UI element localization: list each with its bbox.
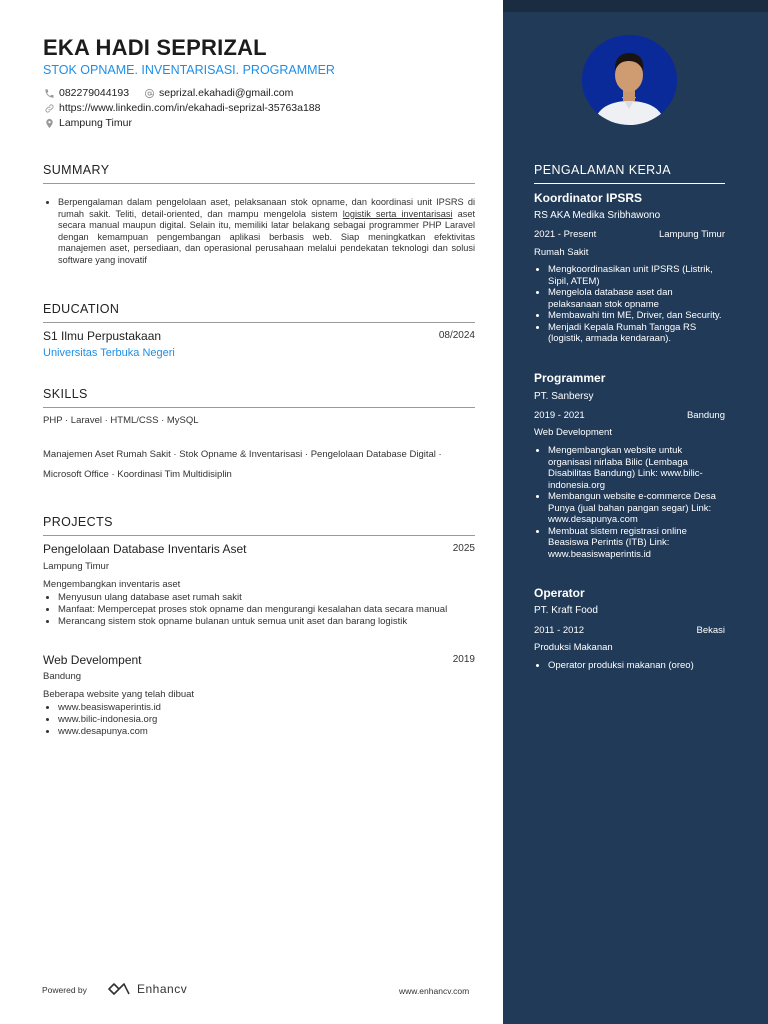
job-company: RS AKA Medika Sribhawono <box>534 210 661 221</box>
job-bullet: • Membawahi tim ME, Driver, dan Security. <box>548 310 724 322</box>
sidebar-top-bar <box>503 0 768 12</box>
project-bullets <box>43 702 475 738</box>
project-title: Pengelolaan Database Inventaris Aset <box>43 542 247 556</box>
education-school: Universitas Terbuka Negeri <box>43 347 175 359</box>
enhancv-brand: Enhancv <box>137 982 188 996</box>
job-bullet: • Menjadi Kepala Rumah Tangga RS (logistik, armada kendaraan). <box>548 322 724 345</box>
skills-divider <box>43 407 475 408</box>
job-company: PT. Sanbersy <box>534 391 594 402</box>
job-bullets <box>534 264 724 345</box>
skills-domain: Manajemen Aset Rumah Sakit · Stok Opname & Inventarisasi · Pengelolaan Database Digital · <box>43 449 442 460</box>
job-dates: 2021 - Present <box>534 229 597 240</box>
experience-divider <box>534 183 725 184</box>
phone-contact <box>43 87 129 99</box>
job-bullets <box>534 660 724 672</box>
project-bullets <box>43 592 475 628</box>
project-description: Beberapa website yang telah dibuat <box>43 689 195 700</box>
experience-heading: PENGALAMAN KERJA <box>534 163 671 177</box>
job-company: PT. Kraft Food <box>534 605 598 616</box>
location-text: Lampung Timur <box>59 117 132 129</box>
project-description: Mengembangkan inventaris aset <box>43 579 181 590</box>
education-divider <box>43 322 475 323</box>
location-icon <box>43 117 55 129</box>
email-contact <box>143 87 293 99</box>
summary-underlined-text: logistik serta inventarisasi <box>342 208 453 219</box>
project-bullet: • www.bilic-indonesia.org <box>58 714 475 726</box>
project-title: Web Develompent <box>43 653 142 667</box>
job-dates: 2011 - 2012 <box>534 625 585 636</box>
project-bullet: • Merancang sistem stok opname bulanan untuk semua unit aset dan barang logistik <box>58 616 475 628</box>
job-description: Produksi Makanan <box>534 642 613 653</box>
summary-heading: SUMMARY <box>43 163 110 177</box>
job-role: Koordinator IPSRS <box>534 191 643 205</box>
phone-number[interactable]: 082279044193 <box>59 87 130 99</box>
skills-other: Microsoft Office · Koordinasi Tim Multidisiplin <box>43 469 232 480</box>
summary-body <box>43 197 475 266</box>
summary-item: • Berpengalaman dalam pengelolaan aset, pelaksanaan stok opname, dan koordinasi unit IPSRS di rumah sakit. Teliti, detail-oriented, dan mampu mengelola sistem logistik serta inventarisasi aset secara manual maupun digital. Selain itu, memiliki latar belakang sebagai programmer PHP Laravel dengan kemampuan pengembangan aplikasi berbasis web. Siap meningkatkan efektivitas manajemen aset, persediaan, dan operasional perusahaan melalui pendekatan teknologi dan solusi software yang inovatif <box>58 197 475 266</box>
job-dates: 2019 - 2021 <box>534 410 585 421</box>
project-year: 2025 <box>452 543 475 554</box>
candidate-headline: STOK OPNAME. INVENTARISASI. PROGRAMMER <box>43 63 335 77</box>
footer-powered-by: Powered by <box>42 985 87 995</box>
profile-photo <box>582 35 677 125</box>
skills-tech: PHP · Laravel · HTML/CSS · MySQL <box>43 415 199 426</box>
education-date: 08/2024 <box>438 330 475 341</box>
education-heading: EDUCATION <box>43 302 120 316</box>
footer-url[interactable]: www.enhancv.com <box>399 986 470 996</box>
job-bullet: • Mengelola database aset dan pelaksanaan stok opname <box>548 287 724 310</box>
email-address[interactable]: seprizal.ekahadi@gmail.com <box>159 87 294 99</box>
email-icon <box>143 87 155 99</box>
summary-divider <box>43 183 475 184</box>
education-degree: S1 Ilmu Perpustakaan <box>43 329 162 343</box>
projects-heading: PROJECTS <box>43 515 113 529</box>
job-bullet: • Mengembangkan website untuk organisasi nirlaba Bilic (Lembaga Disabilitas Bandung) Link: www.bilic-indonesia.org <box>548 445 724 491</box>
enhancv-logo[interactable] <box>107 982 187 996</box>
job-location: Bekasi <box>696 625 725 636</box>
sidebar-column <box>503 0 768 1024</box>
linkedin-url[interactable]: https://www.linkedin.com/in/ekahadi-seprizal-35763a188 <box>59 102 321 114</box>
phone-icon <box>43 87 55 99</box>
skills-heading: SKILLS <box>43 387 88 401</box>
profile-photo-image <box>582 35 677 125</box>
job-description: Rumah Sakit <box>534 247 589 258</box>
project-location: Lampung Timur <box>43 561 110 572</box>
project-location: Bandung <box>43 671 82 682</box>
job-location: Bandung <box>686 410 725 421</box>
link-icon <box>43 102 55 114</box>
job-bullet: • Membuat sistem registrasi online Beasiswa Perintis (ITB) Link: www.beasiswaperintis.id <box>548 526 724 561</box>
project-bullet: • Menyusun ulang database aset rumah sakit <box>58 592 475 604</box>
location-contact <box>43 117 132 129</box>
job-role: Programmer <box>534 371 606 385</box>
job-description: Web Development <box>534 427 612 438</box>
job-bullets <box>534 445 724 560</box>
job-bullet: • Membangun website e-commerce Desa Punya (jual bahan pangan segar) Link: www.desapunya.com <box>548 491 724 526</box>
project-bullet: • www.desapunya.com <box>58 726 475 738</box>
linkedin-contact <box>43 102 320 114</box>
job-role: Operator <box>534 586 585 600</box>
enhancv-logo-icon <box>107 982 133 996</box>
project-bullet: • Manfaat: Mempercepat proses stok opname dan mengurangi kesalahan data secara manual <box>58 604 475 616</box>
projects-divider <box>43 535 475 536</box>
project-bullet: • www.beasiswaperintis.id <box>58 702 475 714</box>
job-bullet: • Operator produksi makanan (oreo) <box>548 660 724 672</box>
job-bullet: • Mengkoordinasikan unit IPSRS (Listrik, Sipil, ATEM) <box>548 264 724 287</box>
job-location: Lampung Timur <box>658 229 725 240</box>
candidate-name: EKA HADI SEPRIZAL <box>43 35 267 60</box>
project-year: 2019 <box>452 654 475 665</box>
